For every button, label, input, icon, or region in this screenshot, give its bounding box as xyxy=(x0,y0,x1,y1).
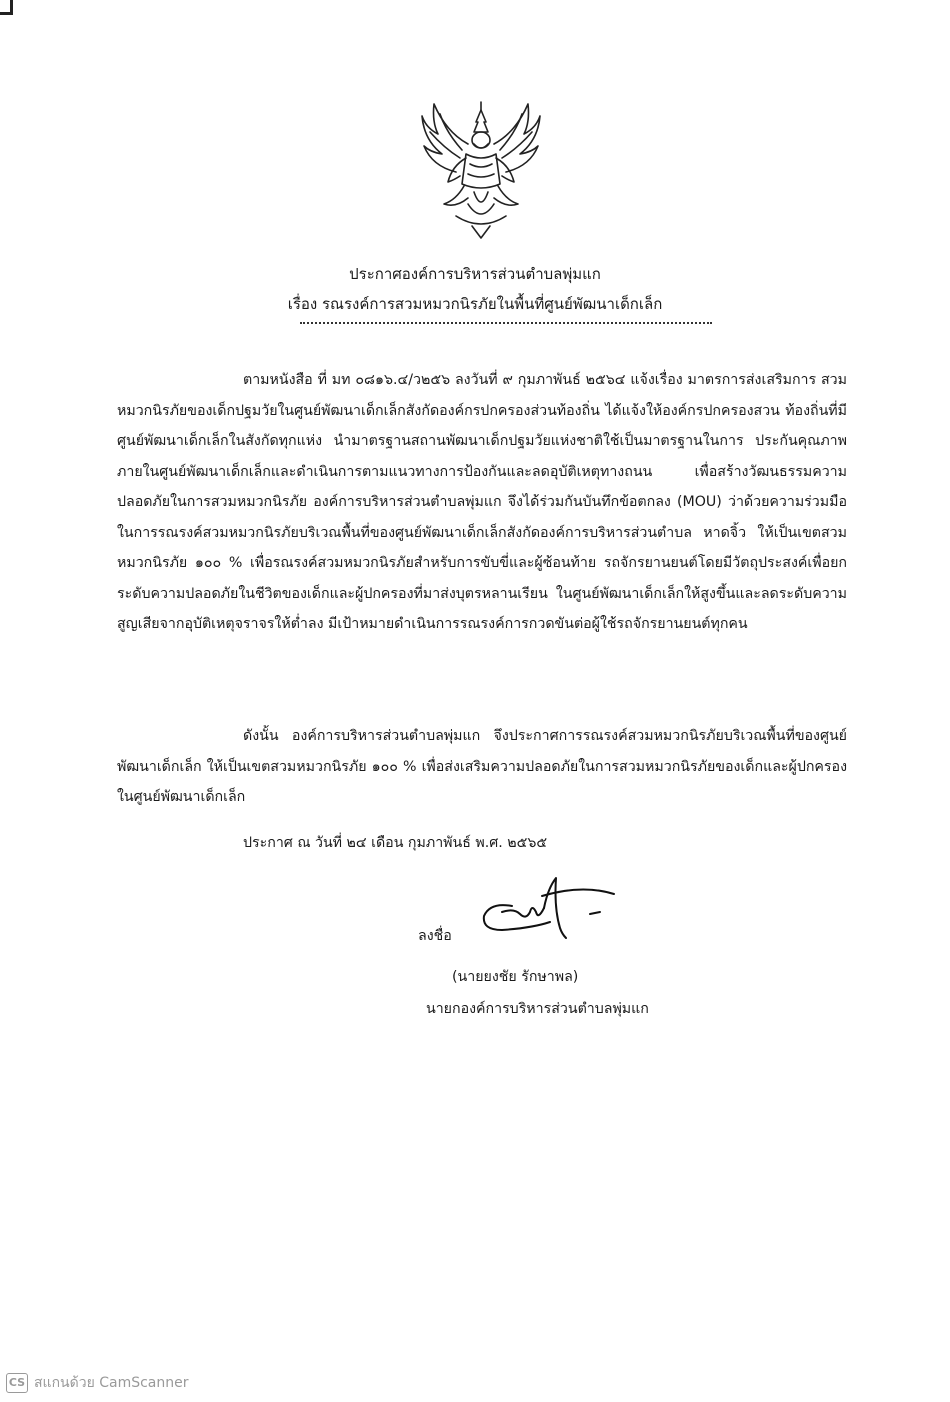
signature-icon xyxy=(472,868,622,948)
watermark-text: สแกนด้วย CamScanner xyxy=(34,1375,189,1391)
announce-date: ประกาศ ณ วันที่ ๒๔ เดือน กุมภาพันธ์ พ.ศ. ๒๕๖๕ xyxy=(243,835,548,851)
garuda-emblem-icon xyxy=(416,92,546,240)
dotted-separator xyxy=(300,322,712,324)
signer-position: นายกองค์การบริหารส่วนตำบลพุ่มแก xyxy=(426,1001,649,1017)
scan-corner-mark xyxy=(0,0,13,15)
camscanner-watermark xyxy=(6,1372,189,1394)
document-title: ประกาศองค์การบริหารส่วนตำบลพุ่มแก xyxy=(349,265,601,283)
document-subject: เรื่อง รณรงค์การสวมหมวกนิรภัยในพื้นที่ศูนย์พัฒนาเด็กเล็ก xyxy=(287,295,663,313)
sign-label: ลงชื่อ xyxy=(418,928,452,944)
body-paragraph-1: ตามหนังสือ ที่ มท ๐๘๑๖.๔/ว๒๕๖ ลงวันที่ ๙ กุมภาพันธ์ ๒๕๖๔ แจ้งเรื่อง มาตรการส่งเสริมการ สวมหมวกนิรภัยของเด็กปฐมวัยในศูนย์พัฒนาเด็กเล็กสังกัดองค์กรปกครองส่วนท้องถิ่น ได้แจ้งให้องค์กรปกครองสวน ท้องถิ่นที่มีศูนย์พัฒนาเด็กเล็กในสังกัดทุกแห่ง นำมาตรฐานสถานพัฒนาเด็กปฐมวัยแห่งชาติใช้เป็นมาตรฐานในการ ประกันคุณภาพภายในศูนย์พัฒนาเด็กเล็กและดำเนินการตามแนวทางการป้องกันและลดอุบัติเหตุทางถนน เพื่อสร้างวัฒนธรรมความปลอดภัยในการสวมหมวกนิรภัย องค์การบริหารส่วนตำบลพุ่มแก จึงได้ร่วมกันบันทึกข้อตกลง (MOU) ว่าด้วยความร่วมมือในการรณรงค์สวมหมวกนิรภัยบริเวณพื้นที่ของศูนย์พัฒนาเด็กเล็กสังกัดองค์การบริหารส่วนตำบล หาดจิ้ว ให้เป็นเขตสวมหมวกนิรภัย ๑๐๐ % เพื่อรณรงค์สวมหมวกนิรภัยสำหรับการขับขี่และผู้ซ้อนท้าย รถจักรยานยนต์โดยมีวัตถุประสงค์เพื่อยกระดับความปลอดภัยในชีวิตของเด็กและผู้ปกครองที่มาส่งบุตรหลานเรียน ในศูนย์พัฒนาเด็กเล็กให้สูงขึ้นและลดระดับความสูญเสียจากอุบัติเหตุจราจรให้ต่ำลง มีเป้าหมายดำเนินการรณรงค์การกวดขันต่อผู้ใช้รถจักรยานยนต์ทุกคน xyxy=(117,372,847,632)
camscanner-logo-icon: CS xyxy=(6,1373,28,1393)
signer-name: (นายยงชัย รักษาพล) xyxy=(452,969,579,985)
body-paragraph-2: ดังนั้น องค์การบริหารส่วนตำบลพุ่มแก จึงประกาศการรณรงค์สวมหมวกนิรภัยบริเวณพื้นที่ของศูนย์พัฒนาเด็กเล็ก ให้เป็นเขตสวมหมวกนิรภัย ๑๐๐ % เพื่อส่งเสริมความปลอดภัยในการสวมหมวกนิรภัยของเด็กและผู้ปกครองในศูนย์พัฒนาเด็กเล็ก xyxy=(117,728,847,805)
